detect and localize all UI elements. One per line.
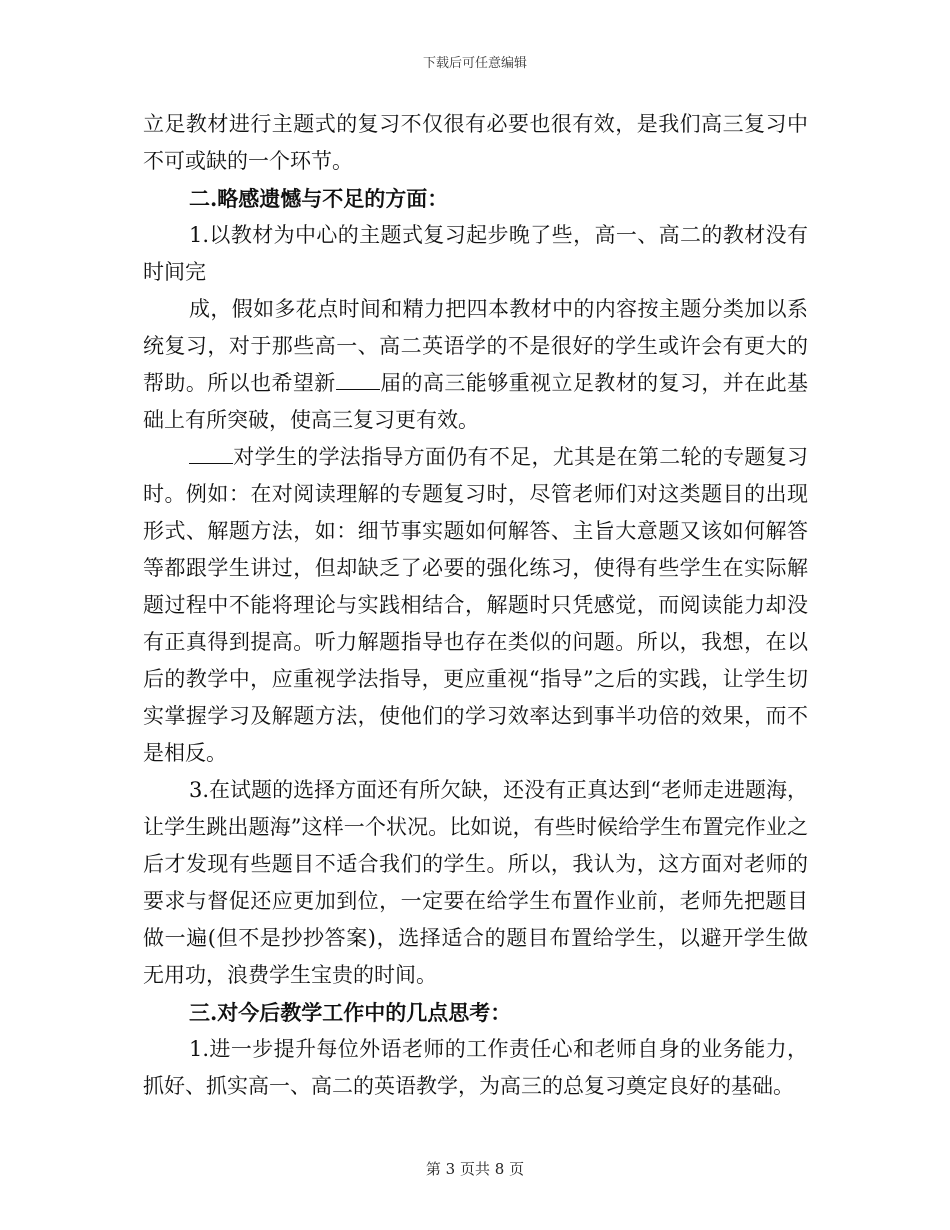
page-number: 第 3 页共 8 页 [425, 1160, 525, 1178]
paragraph-item-3-1: 1.进一步提升每位外语老师的工作责任心和老师自身的业务能力，抓好、抓实高一、高二的英语教学，为高三的总复习奠定良好的基础。 [143, 1037, 808, 1098]
fill-blank [189, 445, 233, 464]
section-heading-2: 二.略感遗憾与不足的方面： [189, 186, 449, 211]
paragraph-intro-continuation: 立足教材进行主题式的复习不仅很有必要也很有效，是我们高三复习中不可或缺的一个环节。 [143, 112, 808, 173]
paragraph-item-1-continued [143, 291, 808, 439]
paragraph-text-part-a: 成，假如多花点时间和精力把四本教材中的内容按主题分类加以系统复习，对于那些高一、高二英语学的不是很好的学生或许会有更大的帮助。所以也希望新 [143, 297, 808, 395]
paragraph-item-2 [143, 439, 808, 772]
paragraph-text-part-b: 届的高三能够重视立足教材的复习，并在此基础上有所突破，使高三复习更有效。 [143, 371, 809, 432]
paragraph-text: 对学生的学法指导方面仍有不足，尤其是在第二轮的专题复习时。例如：在对阅读理解的专题复习时，尽管老师们对这类题目的出现形式、解题方法，如：细节事实题如何解答、主旨大意题又该如何解答等都跟学生讲过，但却缺乏了必要的强化练习，使得有些学生在实际解题过程中不能将理论与实践相结合，解题时只凭感觉，而阅读能力却没有正真得到提高。听力解题指导也存在类似的问题。所以，我想，在以后的教学中，应重视学法指导，更应重视“指导”之后的实践，让学生切实掌握学习及解题方法，使他们的学习效率达到事半功倍的效果，而不是相反。 [143, 445, 808, 765]
fill-blank [336, 371, 380, 390]
paragraph-item-1: 1.以教材为中心的主题式复习起步晚了些，高一、高二的教材没有时间完 [143, 223, 808, 284]
section-heading-3: 三.对今后教学工作中的几点思考： [189, 1000, 512, 1025]
paragraph-item-3: 3.在试题的选择方面还有所欠缺，还没有正真达到“老师走进题海，让学生跳出题海”这样一个状况。比如说，有些时候给学生布置完作业之后才发现有些题目不适合我们的学生。所以，我认为，这方面对老师的要求与督促还应更加到位，一定要在给学生布置作业前，老师先把题目做一遍(但不是抄抄答案)，选择适合的题目布置给学生，以避开学生做无用功，浪费学生宝贵的时间。 [143, 778, 808, 987]
page-header: 下载后可任意编辑 [422, 56, 527, 71]
document-body [143, 106, 808, 1105]
